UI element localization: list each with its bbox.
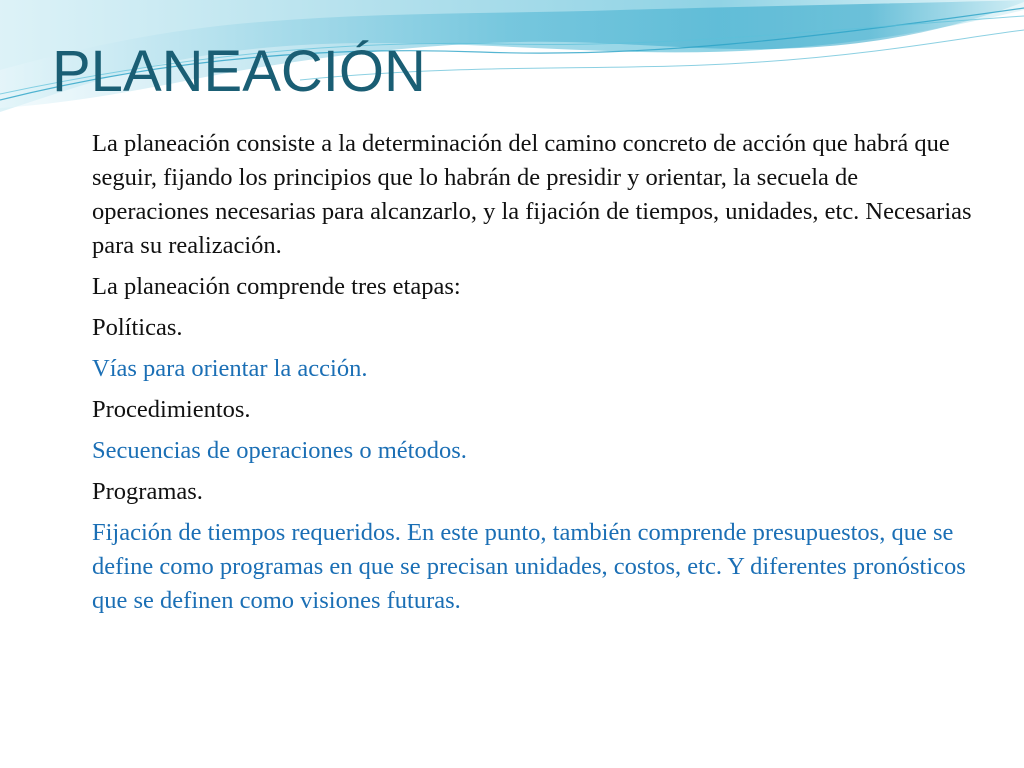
body-paragraph: La planeación comprende tres etapas: [92,273,461,300]
body-paragraph: Secuencias de operaciones o métodos. [92,437,467,464]
body-paragraph: Fijación de tiempos requeridos. En este punto, también comprende presupuestos, que se define como programas en que se precisan unidades, costos, etc. Y diferentes pronósticos que se definen como visiones futuras. [92,519,966,614]
body-paragraph: Políticas. [92,314,183,341]
body-paragraph: La planeación consiste a la determinación del camino concreto de acción que habrá que seguir, fijando los principios que lo habrán de presidir y orientar, la secuela de operaciones necesarias para alcanzarlo, y la fijación de tiempos, unidades, etc. Necesarias para su realización. [92,130,972,259]
body-paragraph: Programas. [92,478,203,505]
slide-body [92,127,972,625]
body-paragraph: Procedimientos. [92,396,251,423]
slide-title: PLANEACIÓN [52,39,426,104]
body-paragraph: Vías para orientar la acción. [92,355,368,382]
